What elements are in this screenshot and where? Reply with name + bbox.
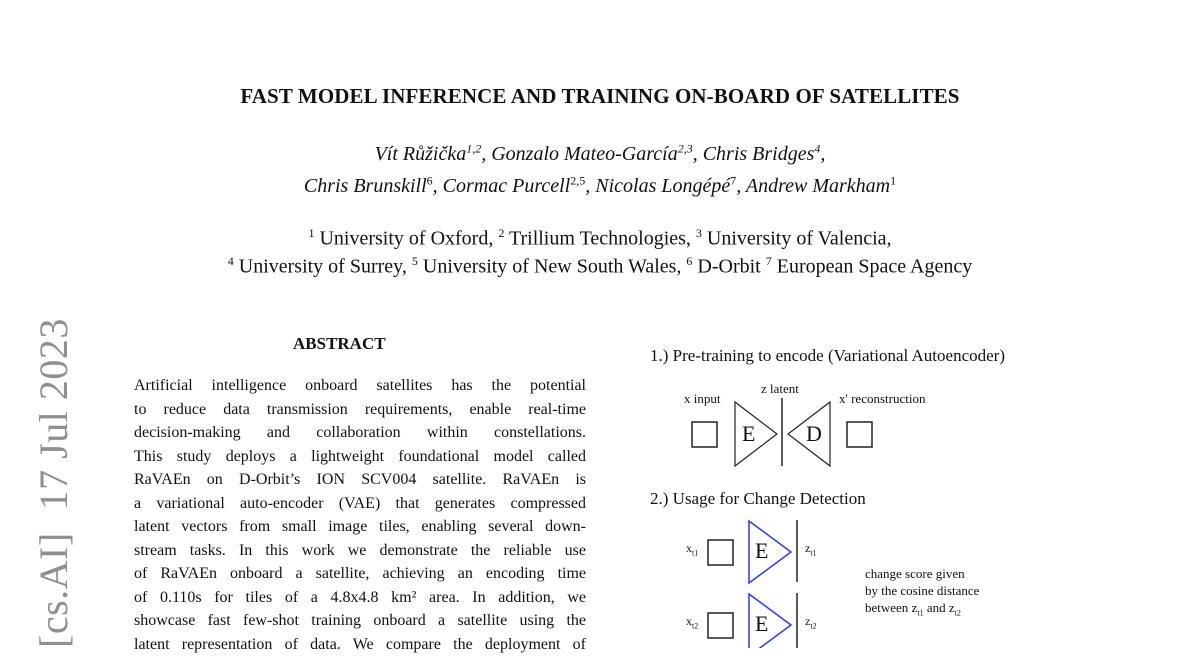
author-7: Andrew Markham$^1$ xyxy=(746,175,896,197)
author-6: Nicolas Longépé$^7$, xyxy=(595,175,746,197)
affiliations-line-1: $^1$ University of Oxford, $^2$ Trillium Technologies, $^3$ University of Valencia, xyxy=(0,226,1200,251)
z-t2-label: $z_{t2}$ xyxy=(805,614,817,630)
x-reconstruction-label: x' reconstruction xyxy=(839,391,925,407)
arxiv-stamp xyxy=(30,318,77,648)
abstract-line: latent vectors from small image tiles, enabling several down- xyxy=(134,515,586,539)
encoder-t2-letter: E xyxy=(755,611,768,637)
author-4: Chris Brunskill$^6$, xyxy=(304,175,443,197)
reconstruction-tile-box xyxy=(847,422,872,447)
paper-title: FAST MODEL INFERENCE AND TRAINING ON-BOARD OF SATELLITES xyxy=(0,84,1200,109)
abstract-line: RaVAEn on D-Orbit’s ION SCV004 satellite. RaVAEn is xyxy=(134,468,586,492)
authors-line-2 xyxy=(0,173,1200,198)
arxiv-category: [cs.AI] xyxy=(31,532,76,648)
author-2: Gonzalo Mateo-García$^{2,3}$, xyxy=(491,143,702,165)
author-5: Cormac Purcell$^{2,5}$, xyxy=(443,175,596,197)
step2-title: 2.) Usage for Change Detection xyxy=(650,489,866,509)
x-t1-label: $x_{t1}$ xyxy=(686,541,698,557)
abstract-line: stream tasks. In this work we demonstrate the reliable use xyxy=(134,539,586,563)
input-tile-t1-box xyxy=(708,540,733,565)
abstract-line: showcase fast few-shot training onboard a satellite using the xyxy=(134,609,586,633)
abstract-body xyxy=(134,374,586,656)
x-input-label: x input xyxy=(684,391,720,407)
abstract-line: of RaVAEn onboard a satellite, achieving an encoding time xyxy=(134,562,586,586)
encoder-t1-letter: E xyxy=(755,538,768,564)
arxiv-date: 17 Jul 2023 xyxy=(31,318,76,510)
input-tile-t2-box xyxy=(708,613,733,638)
authors-line-1 xyxy=(0,141,1200,166)
step1-title: 1.) Pre-training to encode (Variational Autoencoder) xyxy=(650,346,1005,366)
change-score-note: change score given by the cosine distance between $z_{t1}$ and $z_{t2}$ xyxy=(865,565,979,622)
z-latent-label: z latent xyxy=(761,381,799,397)
abstract-line: latent representation of data. We compare the deployment of xyxy=(134,633,586,656)
abstract-line: decision-making and collaboration within constellations. xyxy=(134,421,586,445)
decoder-letter: D xyxy=(806,421,822,447)
abstract-line: to reduce data transmission requirements, enable real-time xyxy=(134,398,586,422)
author-1: Vít Růžička$^{1,2}$, xyxy=(375,143,492,165)
method-figure xyxy=(640,330,1200,648)
encoder-letter: E xyxy=(742,421,755,447)
abstract-line: of 0.110s for tiles of a 4.8x4.8 km² area. In addition, we xyxy=(134,586,586,610)
x-t2-label: $x_{t2}$ xyxy=(686,614,698,630)
input-tile-box xyxy=(692,422,717,447)
abstract-line: This study deploys a lightweight foundational model called xyxy=(134,445,586,469)
abstract-line: Artificial intelligence onboard satellites has the potential xyxy=(134,374,586,398)
abstract-line: a variational auto-encoder (VAE) that generates compressed xyxy=(134,492,586,516)
abstract-heading: ABSTRACT xyxy=(293,334,386,354)
z-t1-label: $z_{t1}$ xyxy=(805,541,817,557)
affiliations-line-2: $^4$ University of Surrey, $^5$ University of New South Wales, $^6$ D-Orbit $^7$ European Space Agency xyxy=(0,254,1200,279)
author-3: Chris Bridges$^4$, xyxy=(703,143,826,165)
